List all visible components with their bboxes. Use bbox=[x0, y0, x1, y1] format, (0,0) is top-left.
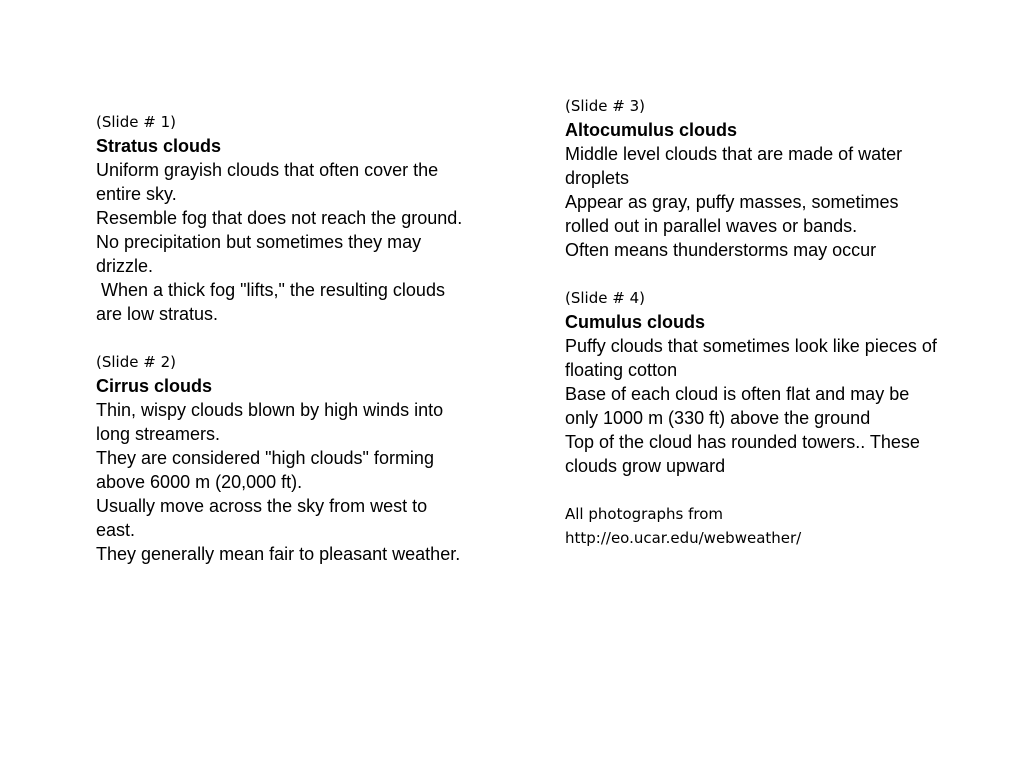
slide-3-block bbox=[565, 94, 940, 262]
credit-block bbox=[565, 502, 940, 550]
slide-2-title: Cirrus clouds bbox=[96, 376, 213, 396]
slide-4-line-1: Puffy clouds that sometimes look like pieces of floating cotton bbox=[565, 336, 942, 380]
slide-1-title: Stratus clouds bbox=[96, 136, 222, 156]
slide-2-line-4: They generally mean fair to pleasant weather. bbox=[96, 544, 461, 564]
slide-1-line-1: Uniform grayish clouds that often cover the entire sky. bbox=[96, 160, 444, 204]
slide-1-number: (Slide # 1) bbox=[96, 113, 176, 131]
credit-url: http://eo.ucar.edu/webweather/ bbox=[565, 529, 802, 547]
slide-2-line-3: Usually move across the sky from west to east. bbox=[96, 496, 433, 540]
slide-2-line-1: Thin, wispy clouds blown by high winds into long streamers. bbox=[96, 400, 449, 444]
slide-2-number: (Slide # 2) bbox=[96, 353, 176, 371]
slide-3-title: Altocumulus clouds bbox=[565, 120, 738, 140]
slide-4-number: (Slide # 4) bbox=[565, 289, 645, 307]
slide-4-line-2: Base of each cloud is often flat and may be only 1000 m (330 ft) above the ground bbox=[565, 384, 915, 428]
slide-3-line-2: Appear as gray, puffy masses, sometimes rolled out in parallel waves or bands. bbox=[565, 192, 904, 236]
slide-1-line-4: When a thick fog "lifts," the resulting clouds are low stratus. bbox=[96, 280, 450, 324]
slide-3-line-3: Often means thunderstorms may occur bbox=[565, 240, 877, 260]
slide-1-line-3: No precipitation but sometimes they may drizzle. bbox=[96, 232, 427, 276]
slide-4-title: Cumulus clouds bbox=[565, 312, 706, 332]
right-column bbox=[565, 94, 940, 550]
slide-4-line-3: Top of the cloud has rounded towers.. These clouds grow upward bbox=[565, 432, 925, 476]
slide-1-line-2: Resemble fog that does not reach the ground. bbox=[96, 208, 463, 228]
slide-4-block bbox=[565, 286, 940, 478]
slide-3-line-1: Middle level clouds that are made of water droplets bbox=[565, 144, 908, 188]
slide-3-number: (Slide # 3) bbox=[565, 97, 645, 115]
slide-1-block bbox=[96, 110, 466, 326]
slide-2-line-2: They are considered "high clouds" forming above 6000 m (20,000 ft). bbox=[96, 448, 439, 492]
credit-line-1: All photographs from bbox=[565, 505, 724, 523]
left-column bbox=[96, 110, 466, 566]
slide-2-block bbox=[96, 350, 466, 566]
